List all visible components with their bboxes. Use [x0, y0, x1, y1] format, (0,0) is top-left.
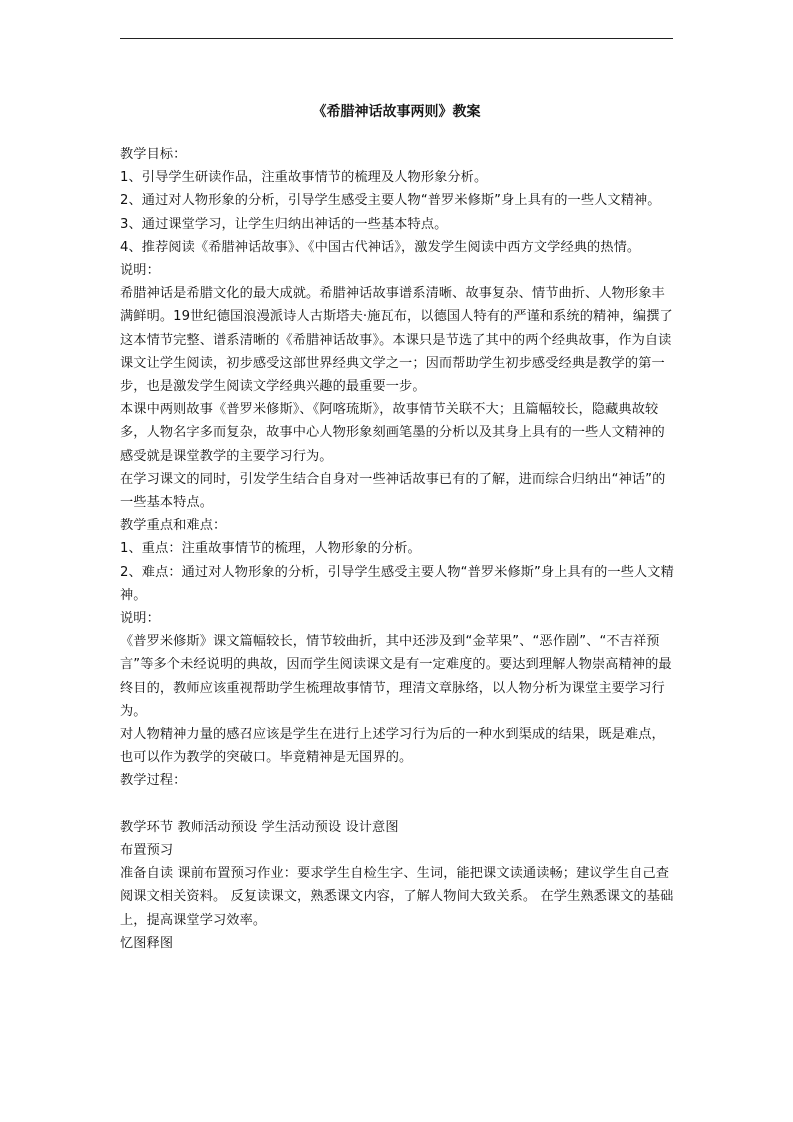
- section-title: 布置预习: [120, 843, 174, 859]
- section-title: 忆图释图: [120, 935, 174, 951]
- document-title: 《希腊神话故事两则》教案: [312, 104, 481, 120]
- explanation-heading: 说明：: [120, 611, 160, 627]
- explanation-paragraph: 对人物精神力量的感召应该是学生在进行上述学习行为后的一种水到渠成的结果，既是难点，也可以作为教学的突破口。毕竟精神是无国界的。: [120, 727, 665, 766]
- section-text: 准备自读 课前布置预习作业：要求学生自检生字、生词，能把课文读通读畅；建议学生自己查阅课文相关资料。 反复读课文，熟悉课文内容，了解人物间大致关系。 在学生熟悉课文的基础上，提高课堂学习效率。: [120, 866, 674, 928]
- key-points-heading: 教学重点和难点：: [120, 518, 227, 534]
- objective-item: 4、推荐阅读《希腊神话故事》、《中国古代神话》，激发学生阅读中西方文学经典的热情。: [120, 239, 641, 255]
- process-table-header: 教学环节 教师活动预设 学生活动预设 设计意图: [120, 819, 399, 835]
- header-rule: [120, 38, 673, 39]
- objective-item: 1、引导学生研读作品，注重故事情节的梳理及人物形象分析。: [120, 170, 488, 186]
- objective-item: 2、通过对人物形象的分析，引导学生感受主要人物“普罗米修斯”身上具有的一些人文精神。: [120, 193, 661, 209]
- key-point-item: 1、重点：注重故事情节的梳理，人物形象的分析。: [120, 541, 421, 557]
- explanation-paragraph: 本课中两则故事《普罗米修斯》、《阿喀琉斯》，故事情节关联不大；且篇幅较长，隐藏典故较多，人物名字多而复杂，故事中心人物形象刻画笔墨的分析以及其身上具有的一些人文精神的感受就是课堂教学的主要学习行为。: [120, 402, 665, 464]
- objectives-heading: 教学目标：: [120, 147, 187, 162]
- process-heading: 教学过程：: [120, 773, 187, 789]
- explanation-paragraph: 《普罗米修斯》课文篇幅较长，情节较曲折，其中还涉及到“金苹果”、“恶作剧”、“不吉祥预言”等多个未经说明的典故，因而学生阅读课文是有一定难度的。要达到理解人物崇高精神的最终目的，教师应该重视帮助学生梳理故事情节，理清文章脉络，以人物分析为课堂主要学习行为。: [120, 634, 672, 719]
- explanation-heading: 说明：: [120, 263, 160, 279]
- key-point-item: 2、难点：通过对人物形象的分析，引导学生感受主要人物“普罗米修斯”身上具有的一些人文精神。: [120, 564, 674, 603]
- blank-line: [120, 793, 675, 816]
- objective-item: 3、通过课堂学习，让学生归纳出神话的一些基本特点。: [120, 216, 448, 232]
- explanation-paragraph: 希腊神话是希腊文化的最大成就。希腊神话故事谱系清晰、故事复杂、情节曲折、人物形象丰满鲜明。19世纪德国浪漫派诗人古斯塔夫·施瓦布，以德国人特有的严谨和系统的精神，编撰了这本情节完整、谱系清晰的《希腊神话故事》。本课只是节选了其中的两个经典故事，作为自读课文让学生阅读，初步感受这部世界经典文学之一；因而帮助学生初步感受经典是教学的第一步，也是激发学生阅读文学经典兴趣的最重要一步。: [120, 286, 673, 395]
- document-body: [120, 143, 675, 955]
- explanation-paragraph: 在学习课文的同时，引发学生结合自身对一些神话故事已有的了解，进而综合归纳出“神话”的一些基本特点。: [120, 471, 666, 511]
